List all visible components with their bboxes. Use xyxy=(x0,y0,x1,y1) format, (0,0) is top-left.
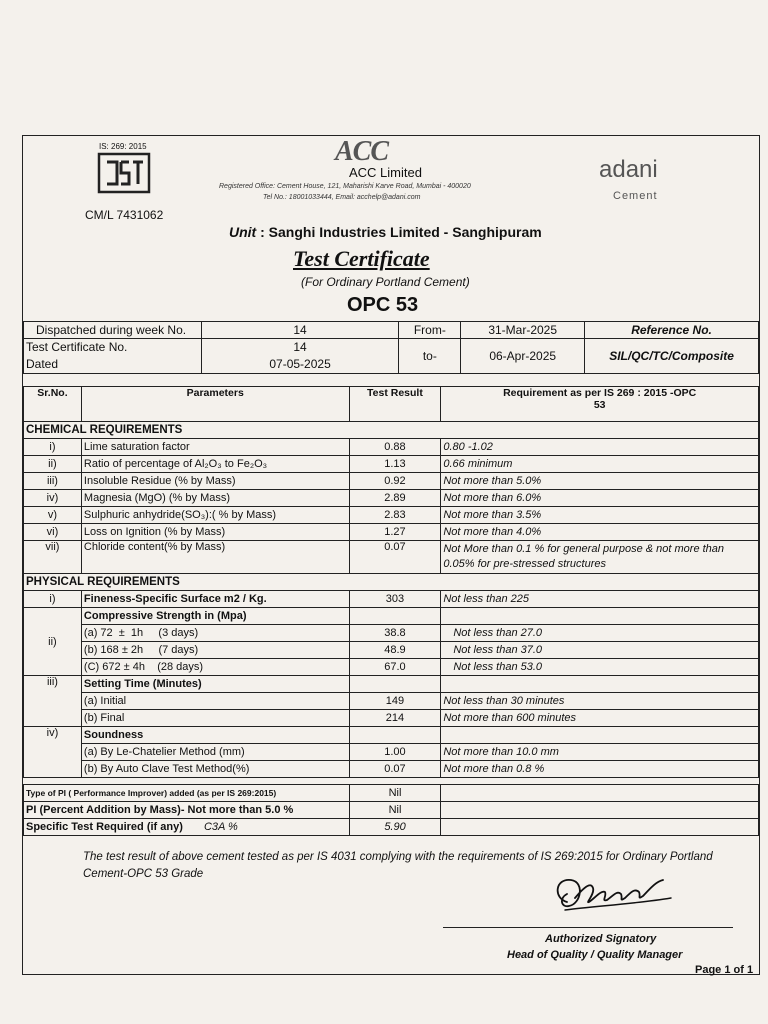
adani-logo: adani xyxy=(599,156,658,183)
tc-block xyxy=(24,339,202,374)
parameter: (b) Final xyxy=(81,710,349,727)
requirement: Not more than 0.8 % xyxy=(441,761,759,778)
test-result: 38.8 xyxy=(349,625,441,642)
parameter: (C) 672 ± 4h (28 days) xyxy=(81,659,349,676)
test-result: 1.00 xyxy=(349,744,441,761)
sr-number: iii) xyxy=(24,676,82,727)
dispatched-label: Dispatched during week No. xyxy=(24,322,202,339)
sr-number: i) xyxy=(24,591,82,608)
test-result: 2.83 xyxy=(349,507,441,524)
certificate-header xyxy=(23,136,759,326)
signatory-designation: Head of Quality / Quality Manager xyxy=(507,949,683,961)
pi-percent-label: PI (Percent Addition by Mass)- Not more than 5.0 % xyxy=(24,802,350,819)
requirement: Not less than 37.0 xyxy=(441,642,759,659)
empty-cell xyxy=(441,785,759,802)
table-row xyxy=(24,761,759,778)
signature-icon xyxy=(545,868,685,920)
empty-cell xyxy=(349,608,441,625)
to-label: to- xyxy=(399,339,461,374)
sr-number: ii) xyxy=(24,456,82,473)
parameter: Loss on Ignition (% by Mass) xyxy=(81,524,349,541)
sr-number: iv) xyxy=(24,490,82,507)
table-row xyxy=(24,591,759,608)
col-parameters: Parameters xyxy=(81,387,349,422)
col-srno: Sr.No. xyxy=(24,387,82,422)
test-result: 214 xyxy=(349,710,441,727)
table-row xyxy=(24,473,759,490)
isi-standard: IS: 269: 2015 xyxy=(99,142,147,151)
test-result: 1.13 xyxy=(349,456,441,473)
sr-number: i) xyxy=(24,439,82,456)
parameter: Ratio of percentage of Al₂O₃ to Fe₂O₃ xyxy=(81,456,349,473)
parameter: (a) 72 ± 1h (3 days) xyxy=(81,625,349,642)
signature-line xyxy=(443,927,733,928)
page-number: Page 1 of 1 xyxy=(695,964,754,976)
chemical-heading: CHEMICAL REQUIREMENTS xyxy=(24,422,759,439)
unit-value: : Sanghi Industries Limited - Sanghipuram xyxy=(260,224,542,240)
test-result: 2.89 xyxy=(349,490,441,507)
table-row xyxy=(24,744,759,761)
empty-cell xyxy=(349,676,441,693)
empty-cell xyxy=(441,727,759,744)
test-result: 0.07 xyxy=(349,541,441,574)
sr-number: iii) xyxy=(24,473,82,490)
table-row xyxy=(24,819,759,836)
soundness-heading: Soundness xyxy=(81,727,349,744)
requirement: 0.66 minimum xyxy=(441,456,759,473)
table-row xyxy=(24,507,759,524)
specific-test-value: 5.90 xyxy=(349,819,441,836)
results-table xyxy=(23,386,759,778)
company-name: ACC Limited xyxy=(349,165,422,180)
authorized-signatory: Authorized Signatory xyxy=(545,933,657,945)
requirement: Not more than 4.0% xyxy=(441,524,759,541)
test-result: 48.9 xyxy=(349,642,441,659)
unit-line xyxy=(229,224,542,240)
isi-mark-icon xyxy=(97,152,151,194)
dispatched-value: 14 xyxy=(201,322,399,339)
requirement: 0.80 -1.02 xyxy=(441,439,759,456)
pi-percent-value: Nil xyxy=(349,802,441,819)
certificate-title: Test Certificate xyxy=(293,246,430,271)
parameter: (a) By Le-Chatelier Method (mm) xyxy=(81,744,349,761)
empty-cell xyxy=(349,727,441,744)
physical-heading: PHYSICAL REQUIREMENTS xyxy=(24,574,759,591)
tc-value: 14 xyxy=(293,340,307,354)
empty-cell xyxy=(441,608,759,625)
table-row xyxy=(24,802,759,819)
unit-label: Unit xyxy=(229,224,257,240)
requirement: Not less than 27.0 xyxy=(441,625,759,642)
dispatch-info-table xyxy=(23,321,759,374)
table-row xyxy=(24,710,759,727)
sr-number: v) xyxy=(24,507,82,524)
dated-label: Dated xyxy=(26,357,59,371)
acc-logo: ACC xyxy=(335,136,389,167)
sr-number: vii) xyxy=(24,541,82,574)
specific-test-cell xyxy=(24,819,350,836)
col-result: Test Result xyxy=(349,387,441,422)
additional-info-table xyxy=(23,784,759,836)
from-label: From- xyxy=(399,322,461,339)
requirement: Not more than 3.5% xyxy=(441,507,759,524)
table-row xyxy=(24,439,759,456)
registered-address: Registered Office: Cement House, 121, Maharishi Karve Road, Mumbai - 400020 xyxy=(219,183,471,190)
dated-value: 07-05-2025 xyxy=(269,357,331,371)
tc-label: Test Certificate No. xyxy=(26,340,128,354)
table-row xyxy=(24,785,759,802)
parameter: (a) Initial xyxy=(81,693,349,710)
table-row xyxy=(24,456,759,473)
parameter: Chloride content(% by Mass) xyxy=(81,541,349,574)
requirement: Not more than 10.0 mm xyxy=(441,744,759,761)
reference-value: SIL/QC/TC/Composite xyxy=(585,339,759,374)
empty-cell xyxy=(441,802,759,819)
table-row xyxy=(24,625,759,642)
contact-line: Tel No.: 18001033444, Email: acchelp@adani.com xyxy=(263,194,421,201)
requirement: Not less than 30 minutes xyxy=(441,693,759,710)
empty-cell xyxy=(441,676,759,693)
setting-heading: Setting Time (Minutes) xyxy=(81,676,349,693)
certificate-sheet xyxy=(22,135,760,975)
tc-dated-block xyxy=(201,339,399,374)
requirement: Not more than 6.0% xyxy=(441,490,759,507)
cement-grade: OPC 53 xyxy=(347,294,419,316)
parameter: Magnesia (MgO) (% by Mass) xyxy=(81,490,349,507)
table-row xyxy=(24,541,759,574)
table-row xyxy=(24,693,759,710)
test-result: 1.27 xyxy=(349,524,441,541)
requirement: Not more than 600 minutes xyxy=(441,710,759,727)
col-requirement: Requirement as per IS 269 : 2015 -OPC 53 xyxy=(441,387,759,422)
test-result: 0.92 xyxy=(349,473,441,490)
from-date: 31-Mar-2025 xyxy=(461,322,585,339)
sr-number: iv) xyxy=(24,727,82,778)
empty-cell xyxy=(441,819,759,836)
specific-test-param: C3A % xyxy=(203,821,238,833)
to-date: 06-Apr-2025 xyxy=(461,339,585,374)
test-result: 149 xyxy=(349,693,441,710)
parameter: Fineness-Specific Surface m2 / Kg. xyxy=(81,591,349,608)
table-row xyxy=(24,524,759,541)
parameter: Sulphuric anhydride(SO₃):( % by Mass) xyxy=(81,507,349,524)
parameter: (b) By Auto Clave Test Method(%) xyxy=(81,761,349,778)
sr-number: vi) xyxy=(24,524,82,541)
parameter: Lime saturation factor xyxy=(81,439,349,456)
requirement: Not less than 225 xyxy=(441,591,759,608)
test-result: 67.0 xyxy=(349,659,441,676)
test-result: 0.07 xyxy=(349,761,441,778)
reference-label: Reference No. xyxy=(585,322,759,339)
licence-number: CM/L 7431062 xyxy=(85,208,164,222)
parameter: (b) 168 ± 2h (7 days) xyxy=(81,642,349,659)
sr-number: ii) xyxy=(24,608,82,676)
adani-subtitle: Cement xyxy=(613,190,658,202)
requirement: Not more than 5.0% xyxy=(441,473,759,490)
certificate-subtitle: (For Ordinary Portland Cement) xyxy=(301,275,470,289)
test-result: 0.88 xyxy=(349,439,441,456)
specific-test-label: Specific Test Required (if any) xyxy=(26,821,183,833)
pi-type-label: Type of PI ( Performance Improver) added (as per IS 269:2015) xyxy=(24,785,350,802)
compliance-note: The test result of above cement tested as per IS 4031 complying with the requirements of IS 269:2015 for Ordinary Portland Cement-OPC 53 Grade xyxy=(83,851,713,880)
table-row xyxy=(24,642,759,659)
pi-type-value: Nil xyxy=(349,785,441,802)
requirement: Not More than 0.1 % for general purpose & not more than 0.05% for pre-stressed structures xyxy=(441,541,759,574)
table-row xyxy=(24,659,759,676)
parameter: Insoluble Residue (% by Mass) xyxy=(81,473,349,490)
compressive-heading: Compressive Strength in (Mpa) xyxy=(81,608,349,625)
test-result: 303 xyxy=(349,591,441,608)
table-row xyxy=(24,490,759,507)
requirement: Not less than 53.0 xyxy=(441,659,759,676)
